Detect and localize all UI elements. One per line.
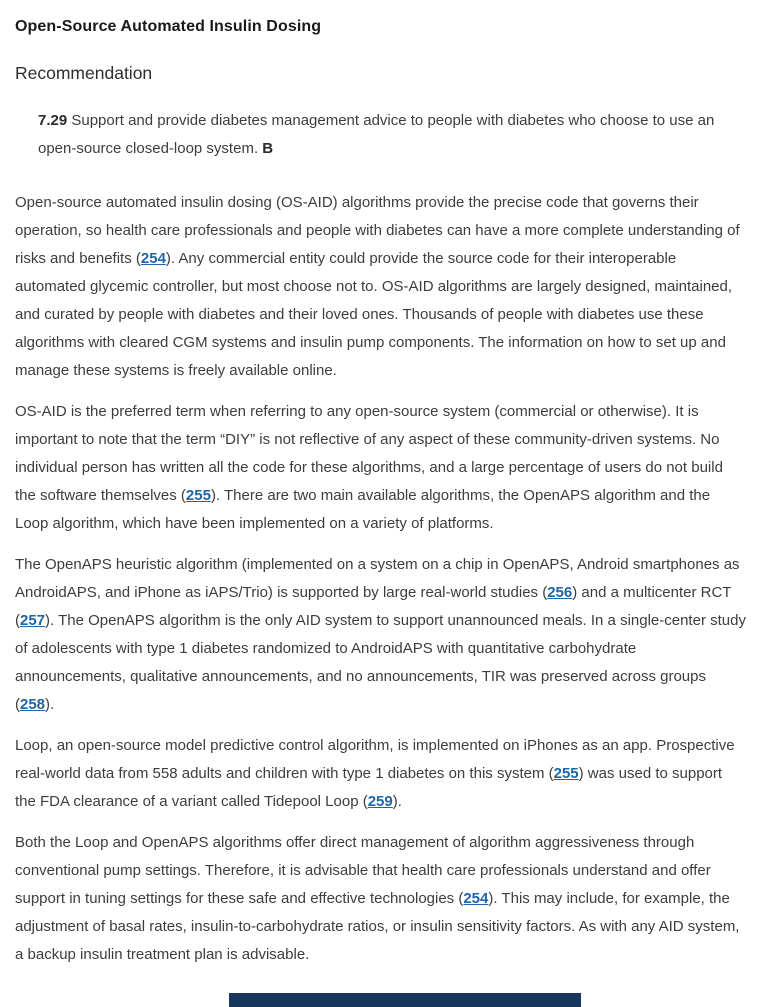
citation-link[interactable]: 257 bbox=[20, 612, 46, 629]
recommendation-heading: Recommendation bbox=[15, 63, 153, 83]
citation-link[interactable]: 258 bbox=[20, 696, 46, 713]
recommendation-block bbox=[38, 107, 719, 163]
paragraph: Both the Loop and OpenAPS algorithms offer direct management of algorithm aggressiveness through conventional pump settings. Therefore, it is advisable that health care professionals understand and offer support in tuning settings for these safe and effective technologies (254). This may include, for example, the adjustment of basal rates, insulin-to-carbohydrate ratios, or insulin sensitivity factors. As with any AID system, a backup insulin treatment plan is advisable. bbox=[15, 834, 740, 963]
citation-link[interactable]: 259 bbox=[367, 793, 393, 810]
paragraphs bbox=[15, 189, 747, 969]
paragraph: Loop, an open-source model predictive control algorithm, is implemented on iPhones as an app. Prospective real-world data from 558 adults and children with type 1 diabetes on this system (255) was used to support the FDA clearance of a variant called Tidepool Loop (259). bbox=[15, 737, 735, 810]
paragraph: OS-AID is the preferred term when referring to any open-source system (commercial or otherwise). It is important to note that the term “DIY” is not reflective of any aspect of these community-driven systems. No individual person has written all the code for these algorithms, and a large percentage of users do not build the software themselves (255). There are two main available algorithms, the OpenAPS algorithm and the Loop algorithm, which have been implemented on a variety of platforms. bbox=[15, 403, 723, 532]
paragraph: Open-source automated insulin dosing (OS-AID) algorithms provide the precise code that governs their operation, so health care professionals and people with diabetes can have a more complete understanding of risks and benefits (254). Any commercial entity could provide the source code for their interoperable automated glycemic controller, but most choose not to. OS-AID algorithms are largely designed, maintained, and curated by people with diabetes and their loved ones. Thousands of people with diabetes use these algorithms with cleared CGM systems and insulin pump components. The information on how to set up and manage these systems is freely available online. bbox=[15, 194, 740, 379]
citation-link[interactable]: 254 bbox=[140, 250, 166, 267]
recommendation-grade: B bbox=[262, 140, 274, 157]
recommendation-text: Support and provide diabetes management advice to people with diabetes who choose to use an open-source closed-loop system. bbox=[38, 112, 715, 157]
citation-link[interactable]: 254 bbox=[463, 890, 489, 907]
recommendation-number: 7.29 bbox=[38, 112, 68, 129]
citation-link[interactable]: 255 bbox=[553, 765, 579, 782]
next-section-bar bbox=[229, 993, 581, 1007]
paragraph: The OpenAPS heuristic algorithm (implemented on a system on a chip in OpenAPS, Android smartphones as AndroidAPS, and iPhone as iAPS/Trio) is supported by large real-world studies (256) and a multicenter RCT (257). The OpenAPS algorithm is the only AID system to support unannounced meals. In a single-center study of adolescents with type 1 diabetes randomized to AndroidAPS with quantitative carbohydrate announcements, qualitative announcements, and no announcements, TIR was preserved across groups (258). bbox=[15, 556, 746, 713]
page-title: Open-Source Automated Insulin Dosing bbox=[15, 18, 322, 35]
citation-link[interactable]: 256 bbox=[547, 584, 573, 601]
citation-link[interactable]: 255 bbox=[185, 487, 211, 504]
